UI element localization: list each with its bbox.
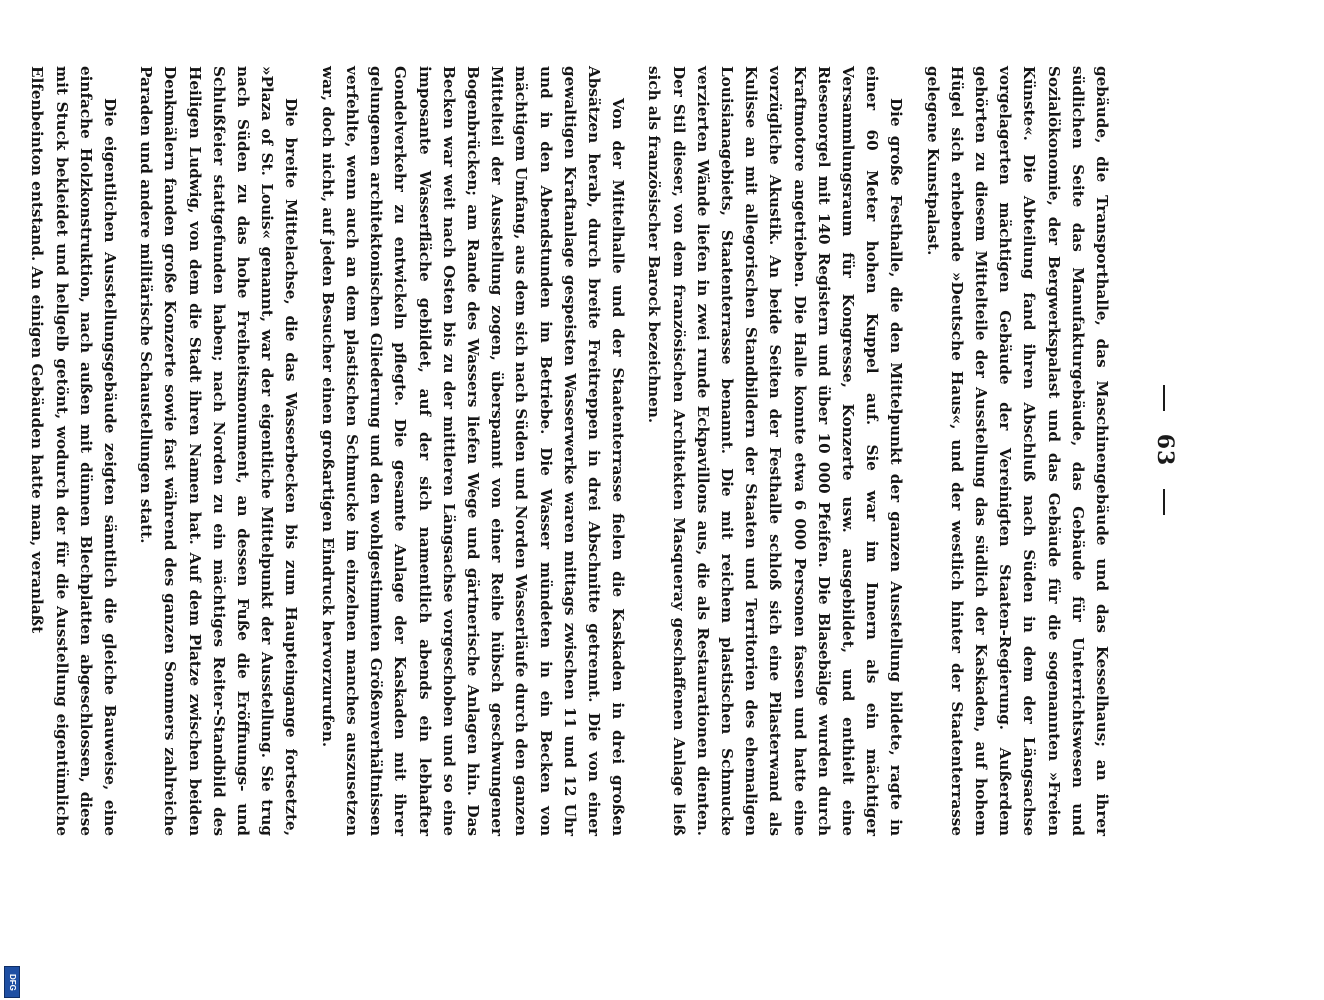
- dfg-logo: DFG: [4, 966, 20, 998]
- header-rule-right: [1163, 489, 1165, 515]
- paragraph: gebäude, die Transporthalle, das Maschinengebäude und das Kesselhaus; an ihrer südlichen Seite das Manufakturgebäude, das Gebäude für Unterrichtswesen und Sozialökonomie, der Bergwerkspalast und das Gebäude für die sogenannten »Freien Künste«. Die Abteilung fand ihren Abschluß nach Süden in dem der Längsachse vorgelagerten mächtigen Gebäude der Vereinigten Staaten-Regierung. Außerdem gehörten zu diesem Mittelteile der Ausstellung das südlich der Kaskaden, auf hohem Hügel sich erhebende »Deutsche Haus«, und der westlich hinter der Staatenterrasse gelegene Kunstpalast.: [923, 66, 1111, 836]
- paragraph: Die eigentlichen Ausstellungsgebäude zeigten sämtlich die gleiche Bauweise, eine einfache Holzkonstruktion, nach außen mit dünnen Blechplatten abgeschlossen, diese mit Stuck bekleidet und hellgelb getönt, wodurch der für die Ausstellung eigentümliche Elfenbeinton entstand. An einigen Gebäuden hatte man, veranlaßt: [28, 66, 120, 836]
- page-number: 63: [1152, 433, 1178, 467]
- paragraph: Die breite Mittelachse, die das Wasserbecken bis zum Haupteingange fortsetzte, »Plaza of St. Louis« genannt, war der eigentliche Mittelpunkt der Ausstellung. Sie trug nach Süden zu das hohe Freiheitsmonument, an dessen Fuße die Eröffnungs- und Schlußfeier stattgefunden haben; nach Norden zu ein mächtiges Reiter-Standbild des Heiligen Ludwig, von dem die Stadt ihren Namen hat. Auf dem Platze zwischen beiden Denkmälern fanden große Konzerte sowie fast während des ganzen Sommers zahlreiche Paraden und andere militärische Schaustellungen statt.: [137, 66, 301, 836]
- header-rule-left: [1163, 385, 1165, 411]
- page-header: [1152, 0, 1178, 900]
- text-column: [25, 66, 1114, 836]
- paragraph: Von der Mittelhalle und der Staatenterrasse fielen die Kaskaden in drei großen Absätzen herab, durch breite Freitreppen in drei Abschnitte getrennt. Die von einer gewaltigen Kraftanlage gespeisten Wasserwerke waren mittags zwischen 11 und 12 Uhr und in den Abendstunden im Betriebe. Die Wasser mündeten in ein Becken von mächtigem Umfang, aus dem sich nach Süden und Norden Wasserläufe durch den ganzen Mittelteil der Ausstellung zogen, überspannt von einer Reihe hübsch geschwungener Bogenbrücken; am Rande des Wassers liefen Wege und gärtnerische Anlagen hin. Das Becken war weit nach Osten bis zu der mittleren Längsachse vorgeschoben und so eine imposante Wasserfläche gebildet, auf der sich namentlich abends ein lebhafter Gondelverkehr zu entwickeln pflegte. Die gesamte Anlage der Kaskaden mit ihrer gelungenen architektonischen Gliederung und den wohlgestimmten Größenverhältnissen verfehlte, wenn auch an dem plastischen Schmucke im einzelnen manches auszusetzen war, doch nicht, auf jeden Besucher einen großartigen Eindruck hervorzurufen.: [318, 66, 628, 836]
- paragraph: Die große Festhalle, die den Mittelpunkt der ganzen Ausstellung bildete, ragte in einer 60 Meter hohen Kuppel auf. Sie war im Innern als ein mächtiger Versammlungsraum für Kongresse, Konzerte usw. ausgebildet, und enthielt eine Riesenorgel mit 140 Registern und über 10 000 Pfeifen. Die Blasebälge wurden durch Kraftmotore angetrieben. Die Halle konnte etwa 6 000 Personen fassen und hatte eine vorzügliche Akustik. An beide Seiten der Festhalle schloß sich eine Pilasterwand als Kulisse an mit allegorischen Standbildern der Staaten und Territorien des ehemaligen Louisianagebiets, Staatenterrasse benannt. Die mit reichem plastischen Schmucke verzierten Wände liefen in zwei runde Eckpavillons aus, die als Restaurationen dienten. Der Stil dieser, von dem französischen Architekten Masqueray geschaffenen Anlage ließ sich als französischer Barock bezeichnen.: [645, 66, 906, 836]
